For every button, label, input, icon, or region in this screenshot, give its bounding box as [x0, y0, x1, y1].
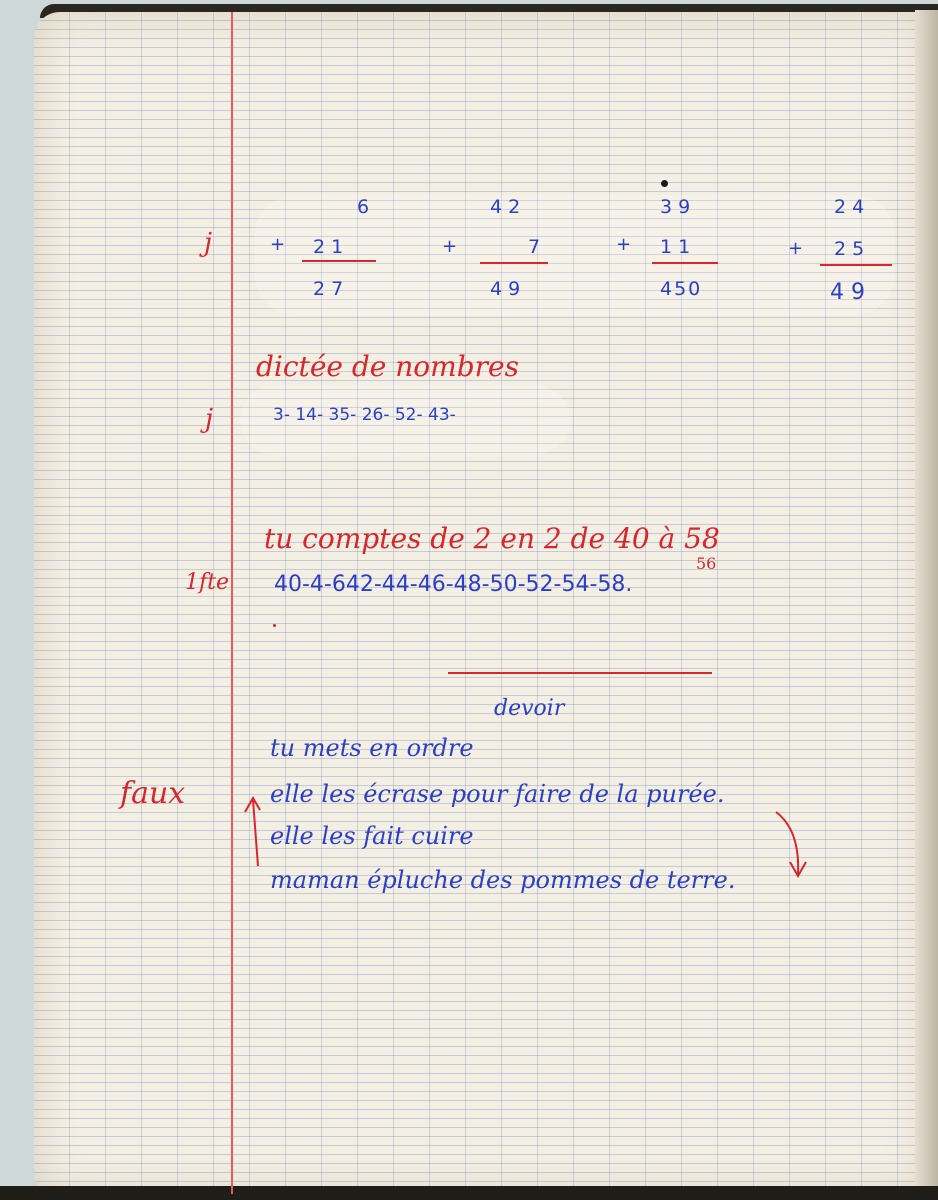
devoir-title: devoir — [494, 696, 565, 721]
addition-bottom: 2 5 — [834, 238, 865, 260]
devoir-line: elle les écrase pour faire de la purée. — [270, 780, 725, 808]
plus-sign: + — [616, 234, 632, 255]
addition-bottom: 2 1 — [313, 236, 344, 258]
devoir-line: maman épluche des pommes de terre. — [270, 866, 736, 894]
devoir-line: elle les fait cuire — [270, 822, 474, 850]
addition-sum: 4 9 — [490, 278, 521, 300]
grade-dictee: j — [205, 404, 214, 434]
addition-bottom: 1 1 — [660, 236, 691, 258]
addition-top: 3 9 — [660, 196, 691, 218]
addition-top: 2 4 — [834, 196, 865, 218]
addition-sum: 4 9 — [830, 280, 865, 305]
grade-additions: j — [204, 228, 213, 258]
addition-top: 4 2 — [490, 196, 521, 218]
plus-sign: + — [442, 236, 458, 257]
up-arrow-icon — [245, 798, 260, 866]
plus-sign: + — [788, 238, 804, 259]
addition-sum: 2 7 — [313, 278, 344, 300]
dictee-title: dictée de nombres — [256, 350, 519, 383]
grade-counting: 1fte — [185, 570, 229, 595]
counting-sequence: 40-4-642-44-46-48-50-52-54-58. — [274, 572, 633, 597]
addition-top: 6 — [357, 196, 370, 218]
dictee-numbers: 3- 14- 35- 26- 52- 43- — [273, 405, 456, 425]
devoir-line: tu mets en ordre — [270, 734, 474, 762]
counting-correction: 56 — [696, 554, 717, 573]
addition-bottom: 7 — [528, 236, 541, 258]
counting-title: tu comptes de 2 en 2 de 40 à 58 — [264, 522, 720, 555]
plus-sign: + — [270, 234, 286, 255]
grade-devoir: faux — [120, 776, 186, 811]
addition-sum: 450 — [660, 278, 703, 300]
down-arrow-icon — [776, 812, 806, 876]
